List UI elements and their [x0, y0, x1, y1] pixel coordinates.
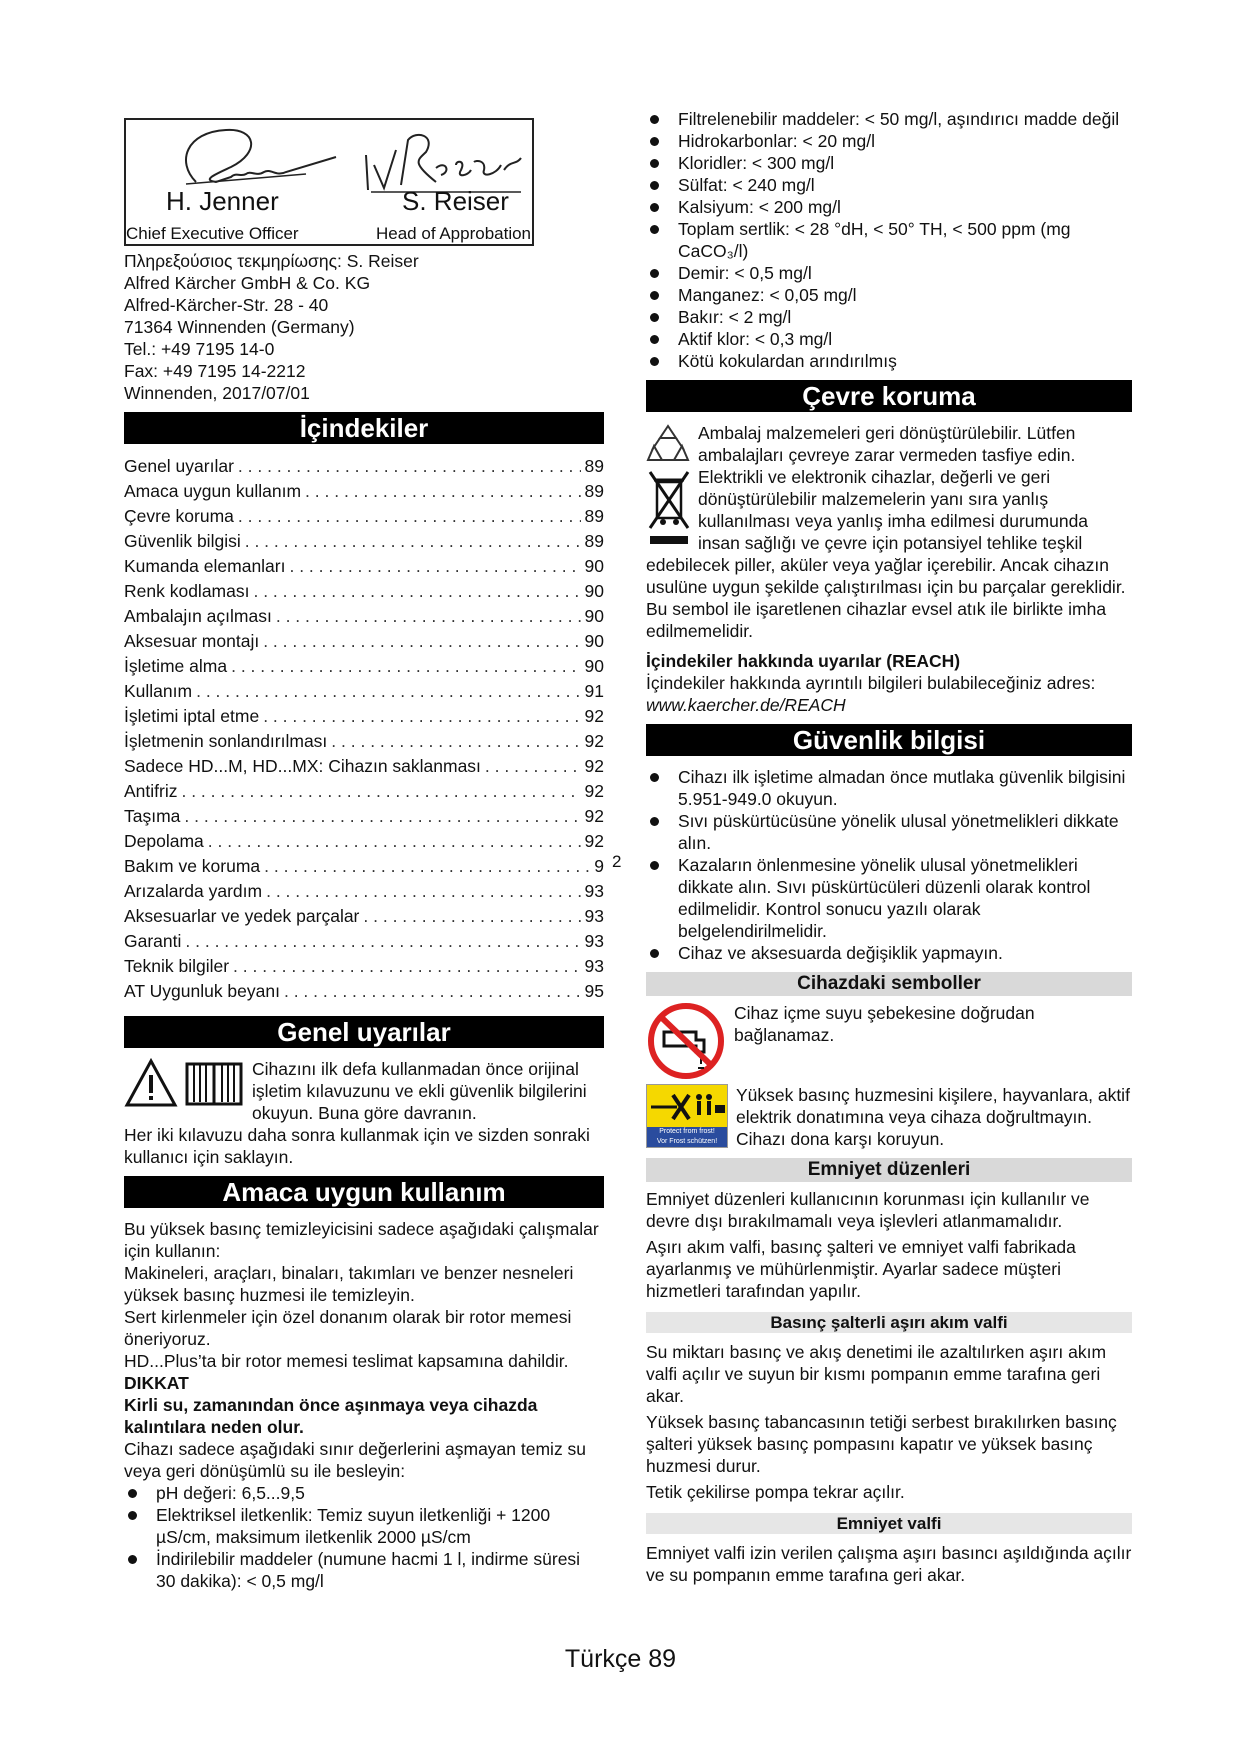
toc-entry[interactable] [124, 729, 604, 754]
list-item: Demir: < 0,5 mg/l [646, 262, 1132, 284]
toc-entry-title: Garanti [124, 931, 182, 951]
symbol-row-2 [646, 1084, 1132, 1150]
toc-entry[interactable] [124, 454, 604, 479]
toc-leader-dots [184, 804, 580, 829]
list-item: Elektriksel iletkenlik: Temiz suyun iletkenliği + 1200 µS/cm, maksimum iletkenlik 2000 µS/cm [124, 1504, 604, 1548]
toc-entry[interactable] [124, 529, 604, 554]
toc-entry-title: Taşıma [124, 806, 181, 826]
frost-label-de: Vor Frost schützen! [656, 1138, 718, 1145]
list-item: Kazaların önlenmesine yönelik ulusal yönetmelikleri dikkate alın. Sıvı püskürtücüleri düzenli olarak kontrol edilmelidir. Kontrol sonucu yazılı olarak belgelendirilmelidir. [646, 854, 1132, 942]
toc-entry-page: 9 [594, 856, 604, 876]
toc-entry-page: 92 [584, 806, 604, 826]
toc-entry-page: 89 [584, 456, 604, 476]
toc-entry[interactable] [124, 479, 604, 504]
toc-entry-title: Sadece HD...M, HD...MX: Cihazın saklanması [124, 756, 481, 776]
toc-leader-dots [276, 604, 581, 629]
emniyet-p3: Su miktarı basınç ve akış denetimi ile azaltılırken aşırı akım valfi açılır ve suyun bir kısmı pompanın emme tarafına geri akar. [646, 1342, 1107, 1406]
toc-entry-title: Genel uyarılar [124, 456, 234, 476]
toc-entry-title: Kullanım [124, 681, 193, 701]
toc-leader-dots [263, 704, 580, 729]
warning-icon [124, 1058, 178, 1108]
toc-leader-dots [331, 729, 580, 754]
address-line: Πληρεξούσιος τεκμηρίωσης: S. Reiser [124, 251, 419, 271]
toc-leader-dots [264, 854, 590, 879]
frost-warning-label [646, 1084, 728, 1148]
list-item: pH değeri: 6,5...9,5 [124, 1482, 604, 1504]
list-item: Manganez: < 0,05 mg/l [646, 284, 1132, 306]
list-item: Toplam sertlik: < 28 °dH, < 50° TH, < 500 ppm (mg CaCO₃/l) [646, 218, 1132, 262]
cevre-p2: Elektrikli ve elektronik cihazlar, değerli ve geri dönüştürülebilir malzemelerin yanı sıra yanlış kullanılması veya yanlış imha edilmesi durumunda insan sağlığı ve çevre için potansiyel tehlike teşkil edebilecek piller, aküler veya yağlar içerebilir. Ancak cihazın usulüne uygun şekilde çalıştırılması için bu parçalar gereklidir. Bu sembol ile işaretlenen cihazlar evsel atık ile birlikte imha edilmemelidir. [646, 467, 1126, 641]
address-line: Tel.: +49 7195 14-0 [124, 339, 275, 359]
toc-entry[interactable] [124, 579, 604, 604]
toc-entry-page: 90 [584, 581, 604, 601]
semboller-heading: Cihazdaki semboller [646, 972, 1132, 996]
signature-jenner-image [156, 122, 346, 192]
amaca-p5: Cihazı sadece aşağıdaki sınır değerlerini aşmayan temiz su veya geri dönüşümlü su ile besleyin: [124, 1439, 587, 1481]
toc-entry-title: Antifriz [124, 781, 178, 801]
toc-entry-page: 89 [584, 481, 604, 501]
toc-entry-title: Güvenlik bilgisi [124, 531, 241, 551]
emniyet-p2: Aşırı akım valfi, basınç şalteri ve emniyet valfi fabrikada ayarlanmış ve mühürlenmiştir. Ayarlar sadece müşteri hizmetleri tarafından yapılır. [646, 1237, 1076, 1301]
weee-block [646, 466, 1132, 642]
toc-entry-title: Arızalarda yardım [124, 881, 263, 901]
stray-digit: 2 [612, 852, 622, 871]
toc-entry-title: İşletmenin sonlandırılması [124, 731, 328, 751]
list-item: Cihaz ve aksesuarda değişiklik yapmayın. [646, 942, 1132, 964]
symbol-text-1: Cihaz içme suyu şebekesine doğrudan bağlanamaz. [734, 1003, 1035, 1045]
toc-entry-page: 92 [584, 731, 604, 751]
list-item: Kalsiyum: < 200 mg/l [646, 196, 1132, 218]
toc-leader-dots [196, 679, 580, 704]
emniyet-p5: Tetik çekilirse pompa tekrar açılır. [646, 1482, 905, 1502]
reach-text: İçindekiler hakkında ayrıntılı bilgileri bulabileceğiniz adres: [646, 673, 1096, 693]
toc-entry[interactable] [124, 704, 604, 729]
amaca-p1: Bu yüksek basınç temizleyicisini sadece aşağıdaki çalışmalar için kullanın: [124, 1219, 599, 1261]
emniyet-p4: Yüksek basınç tabancasının tetiği serbest bırakılırken basınç şalteri yüksek basınç pompasını kapatır ve yüksek basınç huzmesi durur. [646, 1412, 1117, 1476]
toc-entry[interactable] [124, 754, 604, 779]
table-of-contents [124, 454, 604, 1004]
dikkat-text: Kirli su, zamanından önce aşınmaya veya cihazda kalıntılara neden olur. [124, 1395, 538, 1437]
toc-entry-title: İşletime alma [124, 656, 228, 676]
toc-leader-dots [263, 629, 580, 654]
amaca-p2: Makineleri, araçları, binaları, takımları ve benzer nesneleri yüksek basınç huzmesi ile temizleyin. [124, 1263, 574, 1305]
toc-leader-dots [266, 879, 580, 904]
signature-box [124, 118, 534, 246]
toc-entry-page: 89 [584, 531, 604, 551]
toc-entry-page: 93 [584, 931, 604, 951]
signature-reiser-image [356, 120, 526, 195]
toc-leader-dots [289, 554, 580, 579]
genel-text-1: Cihazını ilk defa kullanmadan önce orijinal işletim kılavuzunu ve ekli güvenlik bilgilerini okuyun. Buna göre davranın. [252, 1059, 587, 1123]
toc-leader-dots [284, 979, 581, 1004]
toc-entry[interactable] [124, 829, 604, 854]
frost-label-bar [647, 1127, 727, 1147]
toc-entry-title: Renk kodlaması [124, 581, 250, 601]
frost-label-en: Protect from frost! [659, 1128, 715, 1135]
amaca-p3: Sert kirlenmeler için özel donanım olarak bir rotor memesi öneriyoruz. [124, 1307, 572, 1349]
toc-entry-title: Ambalajın açılması [124, 606, 272, 626]
guvenlik-bullet-list [646, 766, 1132, 964]
genel-text-2: Her iki kılavuzu daha sonra kullanmak için ve sizden sonraki kullanıcı için saklayın. [124, 1125, 590, 1167]
toc-leader-dots [238, 504, 581, 529]
emniyet-heading: Emniyet düzenleri [646, 1158, 1132, 1182]
toc-entry-page: 92 [584, 756, 604, 776]
toc-entry-title: Aksesuar montajı [124, 631, 260, 651]
basinc-subheading: Basınç şalterli aşırı akım valfi [646, 1312, 1132, 1333]
amaca-bullet-list [124, 1482, 604, 1592]
signature-name-2: S. Reiser [402, 186, 509, 216]
toc-entry[interactable] [124, 779, 604, 804]
toc-entry-title: İşletimi iptal etme [124, 706, 260, 726]
no-drinking-water-connection-icon [646, 1002, 726, 1080]
toc-entry-page: 93 [584, 906, 604, 926]
signature-name-1: H. Jenner [166, 186, 279, 216]
toc-entry[interactable] [124, 929, 604, 954]
list-item: Hidrokarbonlar: < 20 mg/l [646, 130, 1132, 152]
emniyet-p6: Emniyet valfi izin verilen çalışma aşırı basıncı aşıldığında açılır ve su pompanın emme tarafına geri akar. [646, 1543, 1132, 1585]
reach-title: İçindekiler hakkında uyarılar (REACH) [646, 651, 961, 671]
cevre-p1: Ambalaj malzemeleri geri dönüştürülebilir. Lütfen ambalajları çevreye zarar vermeden tasfiye edin. [698, 423, 1076, 465]
toc-entry-title: Aksesuarlar ve yedek parçalar [124, 906, 360, 926]
toc-leader-dots [485, 754, 581, 779]
toc-entry[interactable] [124, 654, 604, 679]
toc-entry-page: 90 [584, 656, 604, 676]
toc-heading: İçindekiler [124, 412, 604, 444]
toc-entry-title: Bakım ve koruma [124, 856, 261, 876]
symbol-text-2: Yüksek basınç huzmesini kişilere, hayvanlara, aktif elektrik donatımına veya cihaza doğrultmayın. Cihazı dona karşı koruyun. [736, 1085, 1130, 1149]
list-item: Sıvı püskürtücüsüne yönelik ulusal yönetmelikleri dikkate alın. [646, 810, 1132, 854]
guvenlik-heading: Güvenlik bilgisi [646, 724, 1132, 756]
water-limits-list [646, 108, 1132, 372]
toc-entry-page: 93 [584, 881, 604, 901]
list-item: Filtrelenebilir maddeler: < 50 mg/l, aşındırıcı madde değil [646, 108, 1132, 130]
toc-entry[interactable] [124, 504, 604, 529]
emniyet-p1: Emniyet düzenleri kullanıcının korunması için kullanılır ve devre dışı bırakılmamalı veya işlevleri atlanmamalıdır. [646, 1189, 1090, 1231]
toc-entry-page: 90 [584, 606, 604, 626]
address-line: Fax: +49 7195 14-2212 [124, 361, 306, 381]
toc-entry-title: Çevre koruma [124, 506, 234, 526]
toc-entry-page: 92 [584, 781, 604, 801]
toc-entry[interactable] [124, 804, 604, 829]
toc-entry-title: AT Uygunluk beyanı [124, 981, 280, 1001]
toc-entry[interactable] [124, 629, 604, 654]
toc-leader-dots [185, 929, 580, 954]
amaca-heading: Amaca uygun kullanım [124, 1176, 604, 1208]
dikkat-label: DIKKAT [124, 1373, 189, 1393]
reach-paragraph [646, 672, 1132, 716]
symbol-row-1 [646, 1002, 1132, 1080]
toc-entry-title: Kumanda elemanları [124, 556, 286, 576]
toc-entry-page: 92 [584, 831, 604, 851]
toc-leader-dots [253, 579, 580, 604]
toc-leader-dots [233, 954, 580, 979]
toc-entry-page: 91 [584, 681, 604, 701]
toc-entry-page: 93 [584, 956, 604, 976]
manual-book-icon [184, 1058, 244, 1108]
list-item: İndirilebilir maddeler (numune hacmi 1 l, indirme süresi 30 dakika): < 0,5 mg/l [124, 1548, 604, 1592]
left-column [124, 118, 604, 1592]
genel-row [124, 1058, 604, 1124]
toc-leader-dots [231, 654, 580, 679]
toc-entry[interactable] [124, 879, 604, 904]
toc-leader-dots [245, 529, 581, 554]
list-item: Bakır: < 2 mg/l [646, 306, 1132, 328]
toc-entry[interactable] [124, 954, 604, 979]
toc-entry-page: 95 [584, 981, 604, 1001]
emniyet-valfi-subheading: Emniyet valfi [646, 1513, 1132, 1534]
toc-entry[interactable] [124, 604, 604, 629]
genel-heading: Genel uyarılar [124, 1016, 604, 1048]
toc-entry[interactable] [124, 904, 604, 929]
toc-leader-dots [238, 454, 581, 479]
toc-entry-page: 89 [584, 506, 604, 526]
toc-leader-dots [305, 479, 580, 504]
toc-entry-title: Teknik bilgiler [124, 956, 230, 976]
page-footer: Türkçe 89 [564, 1645, 677, 1673]
toc-entry[interactable] [124, 854, 604, 879]
toc-entry[interactable] [124, 554, 604, 579]
right-column [646, 108, 1132, 1586]
amaca-p4: HD...Plus’ta bir rotor memesi teslimat kapsamına dahildir. [124, 1351, 569, 1371]
toc-entry-title: Amaca uygun kullanım [124, 481, 302, 501]
list-item: Sülfat: < 240 mg/l [646, 174, 1132, 196]
toc-leader-dots [363, 904, 580, 929]
list-item: Kötü kokulardan arındırılmış [646, 350, 1132, 372]
toc-leader-dots [208, 829, 581, 854]
list-item: Kloridler: < 300 mg/l [646, 152, 1132, 174]
toc-entry[interactable] [124, 679, 604, 704]
recycle-row [646, 422, 1132, 466]
toc-entry-page: 92 [584, 706, 604, 726]
cevre-heading: Çevre koruma [646, 380, 1132, 412]
recycle-icon [646, 422, 690, 466]
reach-url[interactable]: www.kaercher.de/REACH [646, 695, 846, 715]
address-line: Alfred Kärcher GmbH & Co. KG [124, 273, 371, 293]
list-item: Aktif klor: < 0,3 mg/l [646, 328, 1132, 350]
toc-entry[interactable] [124, 979, 604, 1004]
address-block [124, 250, 604, 404]
address-line: 71364 Winnenden (Germany) [124, 317, 355, 337]
address-line: Alfred-Kärcher-Str. 28 - 40 [124, 295, 329, 315]
address-line: Winnenden, 2017/07/01 [124, 383, 310, 403]
list-item: Cihazı ilk işletime almadan önce mutlaka güvenlik bilgisini 5.951-949.0 okuyun. [646, 766, 1132, 810]
crossed-bin-icon [648, 468, 690, 548]
toc-leader-dots [181, 779, 580, 804]
toc-entry-page: 90 [584, 556, 604, 576]
genel-icons [124, 1058, 244, 1124]
toc-entry-title: Depolama [124, 831, 204, 851]
signature-role-2: Head of Approbation [376, 224, 532, 243]
toc-entry-page: 90 [584, 631, 604, 651]
high-pressure-jet-warning-icon [647, 1087, 727, 1127]
signature-role-1: Chief Executive Officer [126, 224, 299, 243]
